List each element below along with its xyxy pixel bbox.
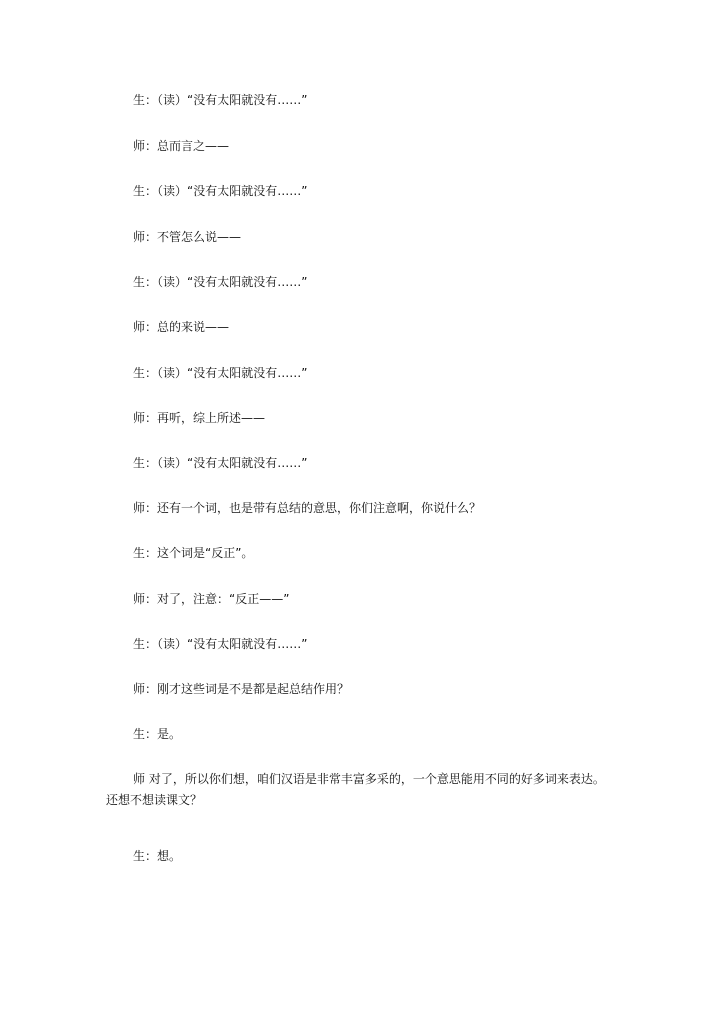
dialogue-paragraph: 师 对了，所以你们想，咱们汉语是非常丰富多采的，一个意思能用不同的好多词来表达。还想不想读课文？ bbox=[106, 772, 605, 807]
dialogue-line: 师：对了，注意：“反正——” bbox=[133, 592, 290, 606]
dialogue-line: 生：（读）“没有太阳就没有……” bbox=[133, 456, 308, 470]
dialogue-line: 师：刚才这些词是不是都是起总结作用？ bbox=[133, 682, 350, 696]
dialogue-line: 师：总而言之—— bbox=[133, 139, 230, 153]
dialogue-line: 生：（读）“没有太阳就没有……” bbox=[133, 184, 308, 198]
dialogue-line: 生：（读）“没有太阳就没有……” bbox=[133, 275, 308, 289]
dialogue-line: 生：（读）“没有太阳就没有……” bbox=[133, 637, 308, 651]
dialogue-line: 生：（读）“没有太阳就没有……” bbox=[133, 93, 308, 107]
dialogue-line: 生：想。 bbox=[133, 849, 182, 863]
dialogue-line: 生：这个词是“反正”。 bbox=[133, 546, 254, 560]
dialogue-line: 生：（读）“没有太阳就没有……” bbox=[133, 366, 308, 380]
dialogue-line: 师：不管怎么说—— bbox=[133, 230, 242, 244]
dialogue-line: 师：总的来说—— bbox=[133, 320, 230, 334]
dialogue-line: 师：还有一个词，也是带有总结的意思，你们注意啊，你说什么？ bbox=[133, 501, 482, 515]
dialogue-line: 师：再听，综上所述—— bbox=[133, 411, 266, 425]
dialogue-line: 生：是。 bbox=[133, 727, 182, 741]
